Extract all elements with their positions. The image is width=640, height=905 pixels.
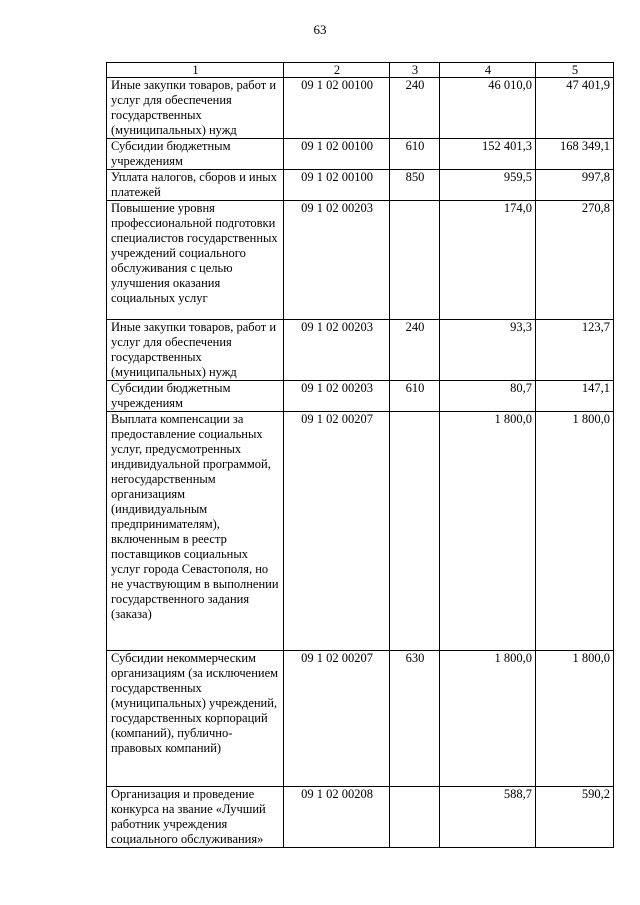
amount-year-1: 174,0: [440, 201, 536, 320]
amount-year-1: 959,5: [440, 170, 536, 201]
amount-year-2: 1 800,0: [536, 651, 614, 787]
table-row: [107, 201, 614, 320]
expense-name: Субсидии бюджетным учреждениям: [107, 381, 284, 412]
target-article-code: 09 1 02 00203: [284, 320, 390, 381]
expense-type-code: 610: [390, 139, 440, 170]
expense-name: Организация и проведение конкурса на звание «Лучший работник учреждения социального обслуживания»: [107, 787, 284, 848]
amount-year-2: 590,2: [536, 787, 614, 848]
expense-type-code: [390, 412, 440, 651]
expense-type-code: 850: [390, 170, 440, 201]
expense-name: Субсидии некоммерческим организациям (за исключением государственных (муниципальных) учреждений, государственных корпораций (компаний), публично-правовых компаний): [107, 651, 284, 787]
expense-name: Иные закупки товаров, работ и услуг для обеспечения государственных (муниципальных) нужд: [107, 320, 284, 381]
expense-type-code: 240: [390, 78, 440, 139]
amount-year-1: 46 010,0: [440, 78, 536, 139]
amount-year-2: 270,8: [536, 201, 614, 320]
amount-year-2: 123,7: [536, 320, 614, 381]
table-row: [107, 78, 614, 139]
target-article-code: 09 1 02 00203: [284, 381, 390, 412]
amount-year-2: 168 349,1: [536, 139, 614, 170]
expense-name: Повышение уровня профессиональной подготовки специалистов государственных учреждений социального обслуживания с целью улучшения оказания социальных услуг: [107, 201, 284, 320]
expense-type-code: 240: [390, 320, 440, 381]
expense-name: Выплата компенсации за предоставление социальных услуг, предусмотренных индивидуальной программой, негосударственным организациям (индивидуальным предпринимателям), включенным в реестр поставщиков социальных услуг города Севастополя, но не участвующим в выполнении государственного задания (заказа): [107, 412, 284, 651]
amount-year-2: 47 401,9: [536, 78, 614, 139]
column-number-5: 5: [536, 63, 614, 78]
budget-table: [106, 62, 614, 848]
target-article-code: 09 1 02 00100: [284, 170, 390, 201]
target-article-code: 09 1 02 00100: [284, 139, 390, 170]
table-row: [107, 787, 614, 848]
expense-name: Уплата налогов, сборов и иных платежей: [107, 170, 284, 201]
amount-year-1: 152 401,3: [440, 139, 536, 170]
amount-year-1: 1 800,0: [440, 412, 536, 651]
amount-year-2: 997,8: [536, 170, 614, 201]
column-number-3: 3: [390, 63, 440, 78]
target-article-code: 09 1 02 00207: [284, 651, 390, 787]
column-number-1: 1: [107, 63, 284, 78]
amount-year-1: 80,7: [440, 381, 536, 412]
expense-type-code: [390, 787, 440, 848]
amount-year-1: 1 800,0: [440, 651, 536, 787]
target-article-code: 09 1 02 00208: [284, 787, 390, 848]
column-number-4: 4: [440, 63, 536, 78]
table-row: [107, 320, 614, 381]
amount-year-1: 588,7: [440, 787, 536, 848]
amount-year-2: 1 800,0: [536, 412, 614, 651]
table-row: [107, 412, 614, 651]
amount-year-2: 147,1: [536, 381, 614, 412]
table-header-row: [107, 63, 614, 78]
target-article-code: 09 1 02 00207: [284, 412, 390, 651]
amount-year-1: 93,3: [440, 320, 536, 381]
expense-type-code: 630: [390, 651, 440, 787]
expense-type-code: [390, 201, 440, 320]
table-row: [107, 381, 614, 412]
expense-type-code: 610: [390, 381, 440, 412]
table-row: [107, 170, 614, 201]
expense-name: Субсидии бюджетным учреждениям: [107, 139, 284, 170]
table-row: [107, 139, 614, 170]
target-article-code: 09 1 02 00100: [284, 78, 390, 139]
expense-name: Иные закупки товаров, работ и услуг для обеспечения государственных (муниципальных) нужд: [107, 78, 284, 139]
table-row: [107, 651, 614, 787]
target-article-code: 09 1 02 00203: [284, 201, 390, 320]
column-number-2: 2: [284, 63, 390, 78]
page-number: 63: [313, 22, 327, 37]
